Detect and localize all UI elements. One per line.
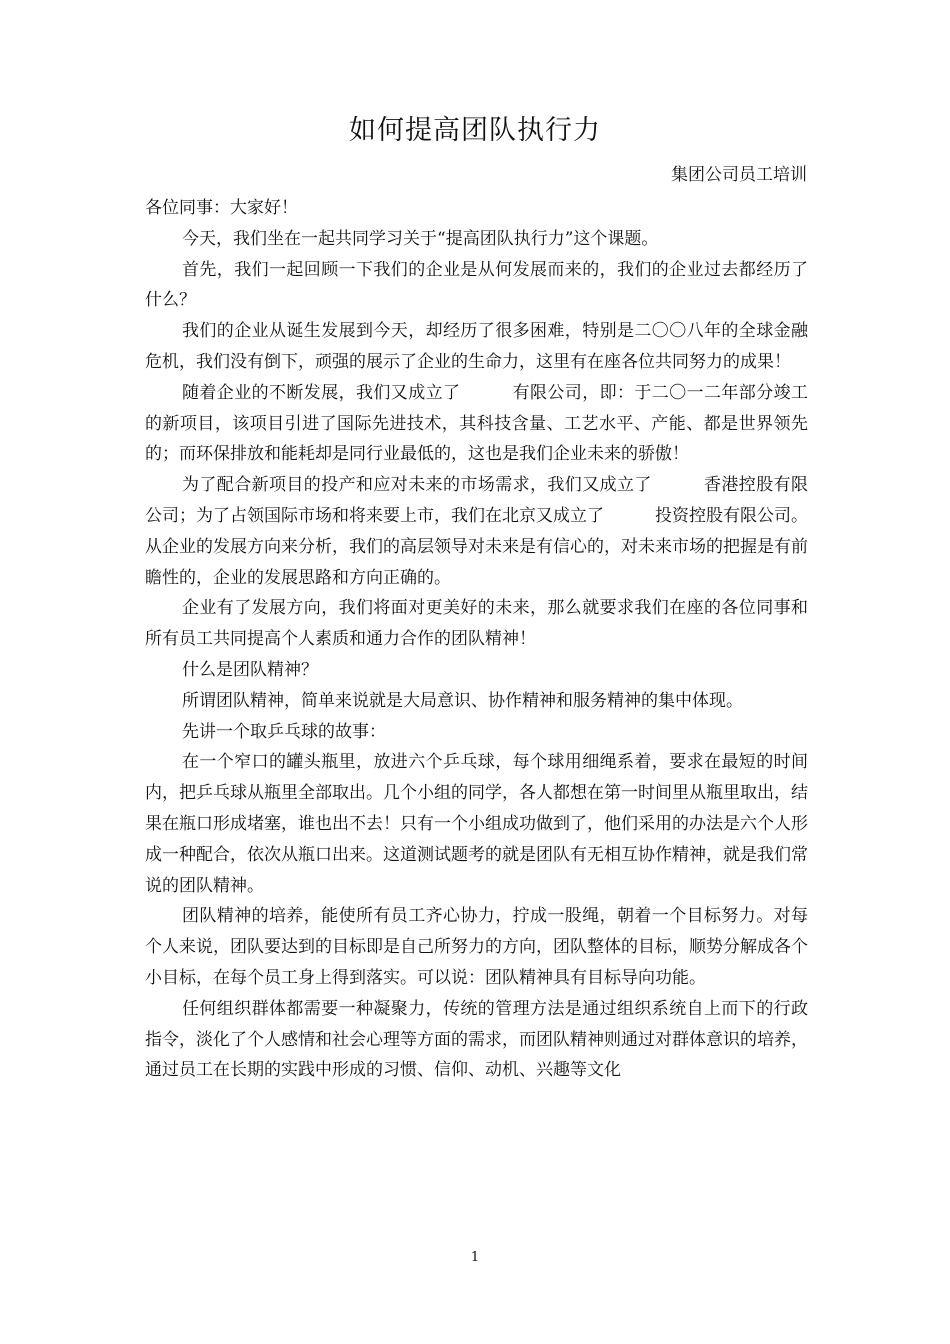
question-paragraph: 什么是团队精神？ <box>182 659 318 680</box>
document-subtitle: 集团公司员工培训 <box>671 165 807 185</box>
body-paragraph: 今天，我们坐在一起共同学习关于“提高团队执行力”这个课题。 <box>182 228 659 249</box>
body-paragraph: 为了配合新项目的投产和应对未来的市场需求，我们又成立了 香港控股有限公司；为了占领国际市场和将来要上市，我们在北京又成立了 投资控股有限公司。从企业的发展方向来分析，我们的高层领导对未来是有信心的，对未来市场的把握是有前瞻性的，企业的发展思路和方向正确的。 <box>145 475 808 588</box>
body-paragraph: 首先，我们一起回顾一下我们的企业是从何发展而来的，我们的企业过去都经历了什么？ <box>145 259 808 311</box>
story-paragraph: 在一个窄口的罐头瓶里，放进六个乒乓球，每个球用细绳系着，要求在最短的时间内，把乒乓球从瓶里全部取出。几个小组的同学，各人都想在第一时间里从瓶里取出，结果在瓶口形成堵塞，谁也出不去！只有一个小组成功做到了，他们采用的办法是六个人形成一种配合，依次从瓶口出来。这道测试题考的就是团队有无相互协作精神，就是我们常说的团队精神。 <box>145 752 808 896</box>
body-paragraph: 团队精神的培养，能使所有员工齐心协力，拧成一股绳，朝着一个目标努力。对每个人来说，团队要达到的目标即是自己所努力的方向，团队整体的目标，顺势分解成各个小目标，在每个员工身上得到落实。可以说：团队精神具有目标导向功能。 <box>145 906 808 988</box>
body-paragraph: 企业有了发展方向，我们将面对更美好的未来，那么就要求我们在座的各位同事和所有员工共同提高个人素质和通力合作的团队精神！ <box>145 598 808 650</box>
document-title: 如何提高团队执行力 <box>349 115 601 146</box>
page-number: 1 <box>470 1250 480 1265</box>
body-paragraph: 所谓团队精神，简单来说就是大局意识、协作精神和服务精神的集中体现。 <box>182 690 743 711</box>
story-intro-paragraph: 先讲一个取乒乓球的故事： <box>182 721 386 742</box>
document-body <box>145 193 808 1086</box>
body-paragraph: 我们的企业从诞生发展到今天，却经历了很多困难，特别是二〇〇八年的全球金融危机，我们没有倒下，顽强的展示了企业的生命力，这里有在座各位共同努力的成果！ <box>145 321 808 372</box>
body-paragraph: 随着企业的不断发展，我们又成立了 有限公司，即：于二〇一二年部分竣工的新项目，该项目引进了国际先进技术，其科技含量、工艺水平、产能、都是世界领先的；而环保排放和能耗却是同行业最低的，这也是我们企业未来的骄傲！ <box>145 382 808 465</box>
body-paragraph: 任何组织群体都需要一种凝聚力，传统的管理方法是通过组织系统自上而下的行政指令，淡化了个人感情和社会心理等方面的需求，而团队精神则通过对群体意识的培养，通过员工在长期的实践中形成的习惯、信仰、动机、兴趣等文化 <box>145 998 808 1081</box>
greeting-paragraph: 各位同事：大家好！ <box>145 198 298 218</box>
